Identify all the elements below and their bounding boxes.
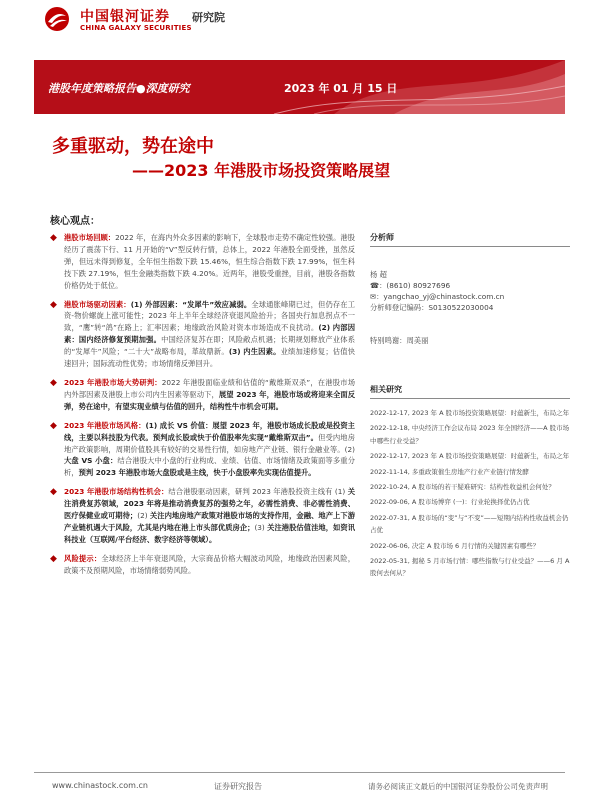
related-report-link[interactable]: 2022-12-17, 2023 年 A 股市场投资策略展望：时蕴新生，布局之年 — [370, 409, 570, 417]
core-view-item — [50, 377, 355, 413]
related-report-link[interactable]: 2022-10-24, A 股市场的若干疑难研究：结构性收益机会何处？ — [370, 483, 555, 492]
core-view-text: 但受内地房地产政策影响，周期价值股具有较好的交易性行情，如房地产产业链、银行金融业等。(2) — [64, 432, 356, 454]
related-list — [370, 407, 570, 580]
bullet-diamond-icon: ◆ — [50, 420, 57, 431]
core-view-item — [50, 299, 355, 370]
sidebar — [370, 232, 570, 583]
core-view-text: 结合港股大中小盘的行业构成、业绩、估值、市场情绪及政策面等多重分析， — [64, 456, 356, 478]
core-view-text: 全球通胀峰期已过，但仍存在工资-物价螺旋上涨可能性；2023 年上半年全球经济衰退风险抬升；各国央行加息拐点不一致，“鹰”转“鸽”在路上；汇率因素；地缘政治风险对资本市场造成不良扰动。 — [64, 299, 355, 333]
related-report-link[interactable]: 2022-12-18, 中央经济工作会议布局 2023 年全国经济——A 股市场中哪些行业受益？ — [370, 424, 570, 445]
core-view-text: 关注内地房地产政策对港股市场的支持作用，金融、地产上下游产业链机遇大于风险，尤其是内地在港上市头部优质房企； — [64, 511, 356, 532]
bullet-diamond-icon: ◆ — [50, 553, 57, 564]
core-view-text: 结合港股驱动因素，研判 2023 年港股投资主线有 (1) — [168, 487, 348, 497]
core-view-item — [50, 232, 355, 292]
analyst-email[interactable]: ✉：yangchao_yj@chinastock.com.cn — [370, 292, 505, 301]
core-view-text: 2023 年港股市场风格： — [64, 420, 146, 430]
related-section-title: 相关研究 — [370, 384, 570, 399]
related-report-link[interactable]: 2022-05-31, 揭秘 5 月市场行情：哪些指数与行业受益？——6 月 A 股何去何从？ — [370, 557, 570, 578]
core-views-label: 核心观点： — [50, 216, 100, 227]
core-view-text: 2022 年港股面临业绩和估值的“戴维斯双杀”，在港股市场内外部因素及港股上市公司内生因素等驱动下， — [64, 377, 355, 399]
core-view-item — [50, 420, 355, 480]
analyst-cert: 分析师登记编码：S0130522030004 — [370, 303, 494, 312]
core-view-item — [50, 486, 355, 546]
footer-label: 证券研究报告 — [214, 782, 262, 791]
analyst-name: 杨 超 — [370, 270, 387, 279]
core-view-item — [50, 553, 355, 577]
core-view-text: 中国经济复苏在即；风险敞点机遇；长期规划释放产业体系的“发犀牛”风险；“二十大”战略布局，革故鼎新。 — [64, 335, 356, 357]
brand-name-cn: 中国银河证券 — [80, 9, 170, 25]
related-report-link[interactable]: 2022-07-31, A 股市场的“变”与“不变”——短期内结构性收益机会仍占优 — [370, 513, 569, 535]
thanks-note: 特别鸣谢：周美丽 — [370, 336, 429, 345]
related-report-link[interactable]: 2022-09-06, A 股市场博弈 (一)：行业轮换择优仍占优 — [370, 498, 530, 507]
core-view-text: 预判 2023 年港股市场大盘股或是主线，快于小盘股率先实现估值提升。 — [78, 468, 316, 478]
brand-name-en: CHINA GALAXY SECURITIES — [80, 24, 192, 32]
bullet-diamond-icon: ◆ — [50, 487, 57, 498]
analyst-phone: ☎：(8610) 80927696 — [370, 281, 451, 290]
footer-disclaimer: 请务必阅读正文最后的中国银河证券股份公司免责声明 — [368, 782, 548, 791]
core-view-text: 2022 年，在海内外众多因素的影响下，全球股市走势不确定性较强。港股经历了震荡下行、11 月开始的“V”型反转行情，总体上，2022 年港股全面受挫，虽然反弹，但远未得到修复，全年恒生指数下跌 15.46%，恒生综合指数下跌 17.99%，恒生科技下跌 27.19%，恒生金融类指数下跌 4.20%。近两年，港股受重挫，目前，港股各指数价格仍处于低位。 — [64, 233, 356, 290]
footer-divider — [34, 772, 565, 773]
related-report-link[interactable]: 2022-12-17, 2023 年 A 股市场投资策略展望：时蕴新生，布局之年 — [370, 452, 570, 461]
core-view-text: (1) 成长 VS 价值：展望 2023 年，港股市场成长股或是投资主线，主要以科技股为代表。预判成长股或快于价值股率先实现“戴维斯双击”。 — [64, 420, 355, 442]
related-report-link[interactable]: 2022-06-06, 决定 A 股市场 6 月行情的关键因素有哪些？ — [370, 541, 540, 550]
core-view-text: (3) 内生因素。 — [228, 347, 281, 357]
bullet-diamond-icon: ◆ — [50, 377, 57, 388]
core-view-text: 港股市场驱动因素： — [64, 299, 131, 309]
report-banner — [34, 60, 565, 114]
core-view-text: 全球经济上半年衰退风险，大宗商品价格大幅波动风险，地缘政治因素风险，政策不及预期风险，市场情绪弱势风险。 — [64, 553, 356, 575]
core-view-text: 关注港股估值洼地，如资讯科技业（互联网/平台经济、数字经济等领域）。 — [64, 522, 356, 544]
core-view-text: (2) — [137, 511, 150, 521]
core-views-list — [50, 232, 355, 584]
footer-url[interactable]: www.chinastock.com.cn — [52, 781, 148, 790]
report-subtitle: ——2023 年港股市场投资策略展望 — [132, 161, 391, 180]
core-view-text: 港股市场回顾： — [64, 233, 116, 242]
bullet-diamond-icon: ◆ — [50, 233, 57, 243]
report-type: 港股年度策略报告●深度研究 — [48, 82, 190, 95]
report-date: 2023 年 01 月 15 日 — [284, 82, 398, 95]
core-view-text: (1) 外部因素：“发犀牛”效应减弱。 — [130, 299, 252, 309]
core-view-text: 2023 年港股市场结构性机会： — [64, 487, 169, 497]
core-view-text: 展望 2023 年，港股市场或将迎来全面反弹，势在途中，有望实现业绩与估值的回升，结构性牛市机会可期。 — [64, 389, 356, 411]
analyst-section-title: 分析师 — [370, 232, 570, 247]
core-view-text: 风险提示： — [64, 553, 102, 563]
bullet-diamond-icon: ◆ — [50, 299, 57, 310]
related-report-link[interactable]: 2022-11-14, 多重政策催生房地产行业产业链行情发酵 — [370, 467, 529, 476]
galaxy-logo-icon — [44, 6, 70, 32]
report-title: 多重驱动，势在途中 — [52, 136, 214, 157]
core-view-text: 大盘 VS 小盘： — [64, 456, 118, 466]
institute-label: 研究院 — [192, 11, 225, 24]
core-view-text: 2023 年港股市场大势研判： — [64, 377, 162, 387]
core-view-text: 关注消费复苏领域，2023 年将是推动消费复苏的强势之年，必需性消费、非必需性消费、医疗保健业或可期待； — [64, 487, 355, 521]
core-view-text: 业绩加速修复；估值快速回升；国际流动性优势；市场情绪反弹回升。 — [64, 347, 355, 369]
core-view-text: (3) — [254, 522, 268, 532]
core-view-text: (2) 内部因素：国内经济修复预期加强。 — [64, 323, 355, 345]
